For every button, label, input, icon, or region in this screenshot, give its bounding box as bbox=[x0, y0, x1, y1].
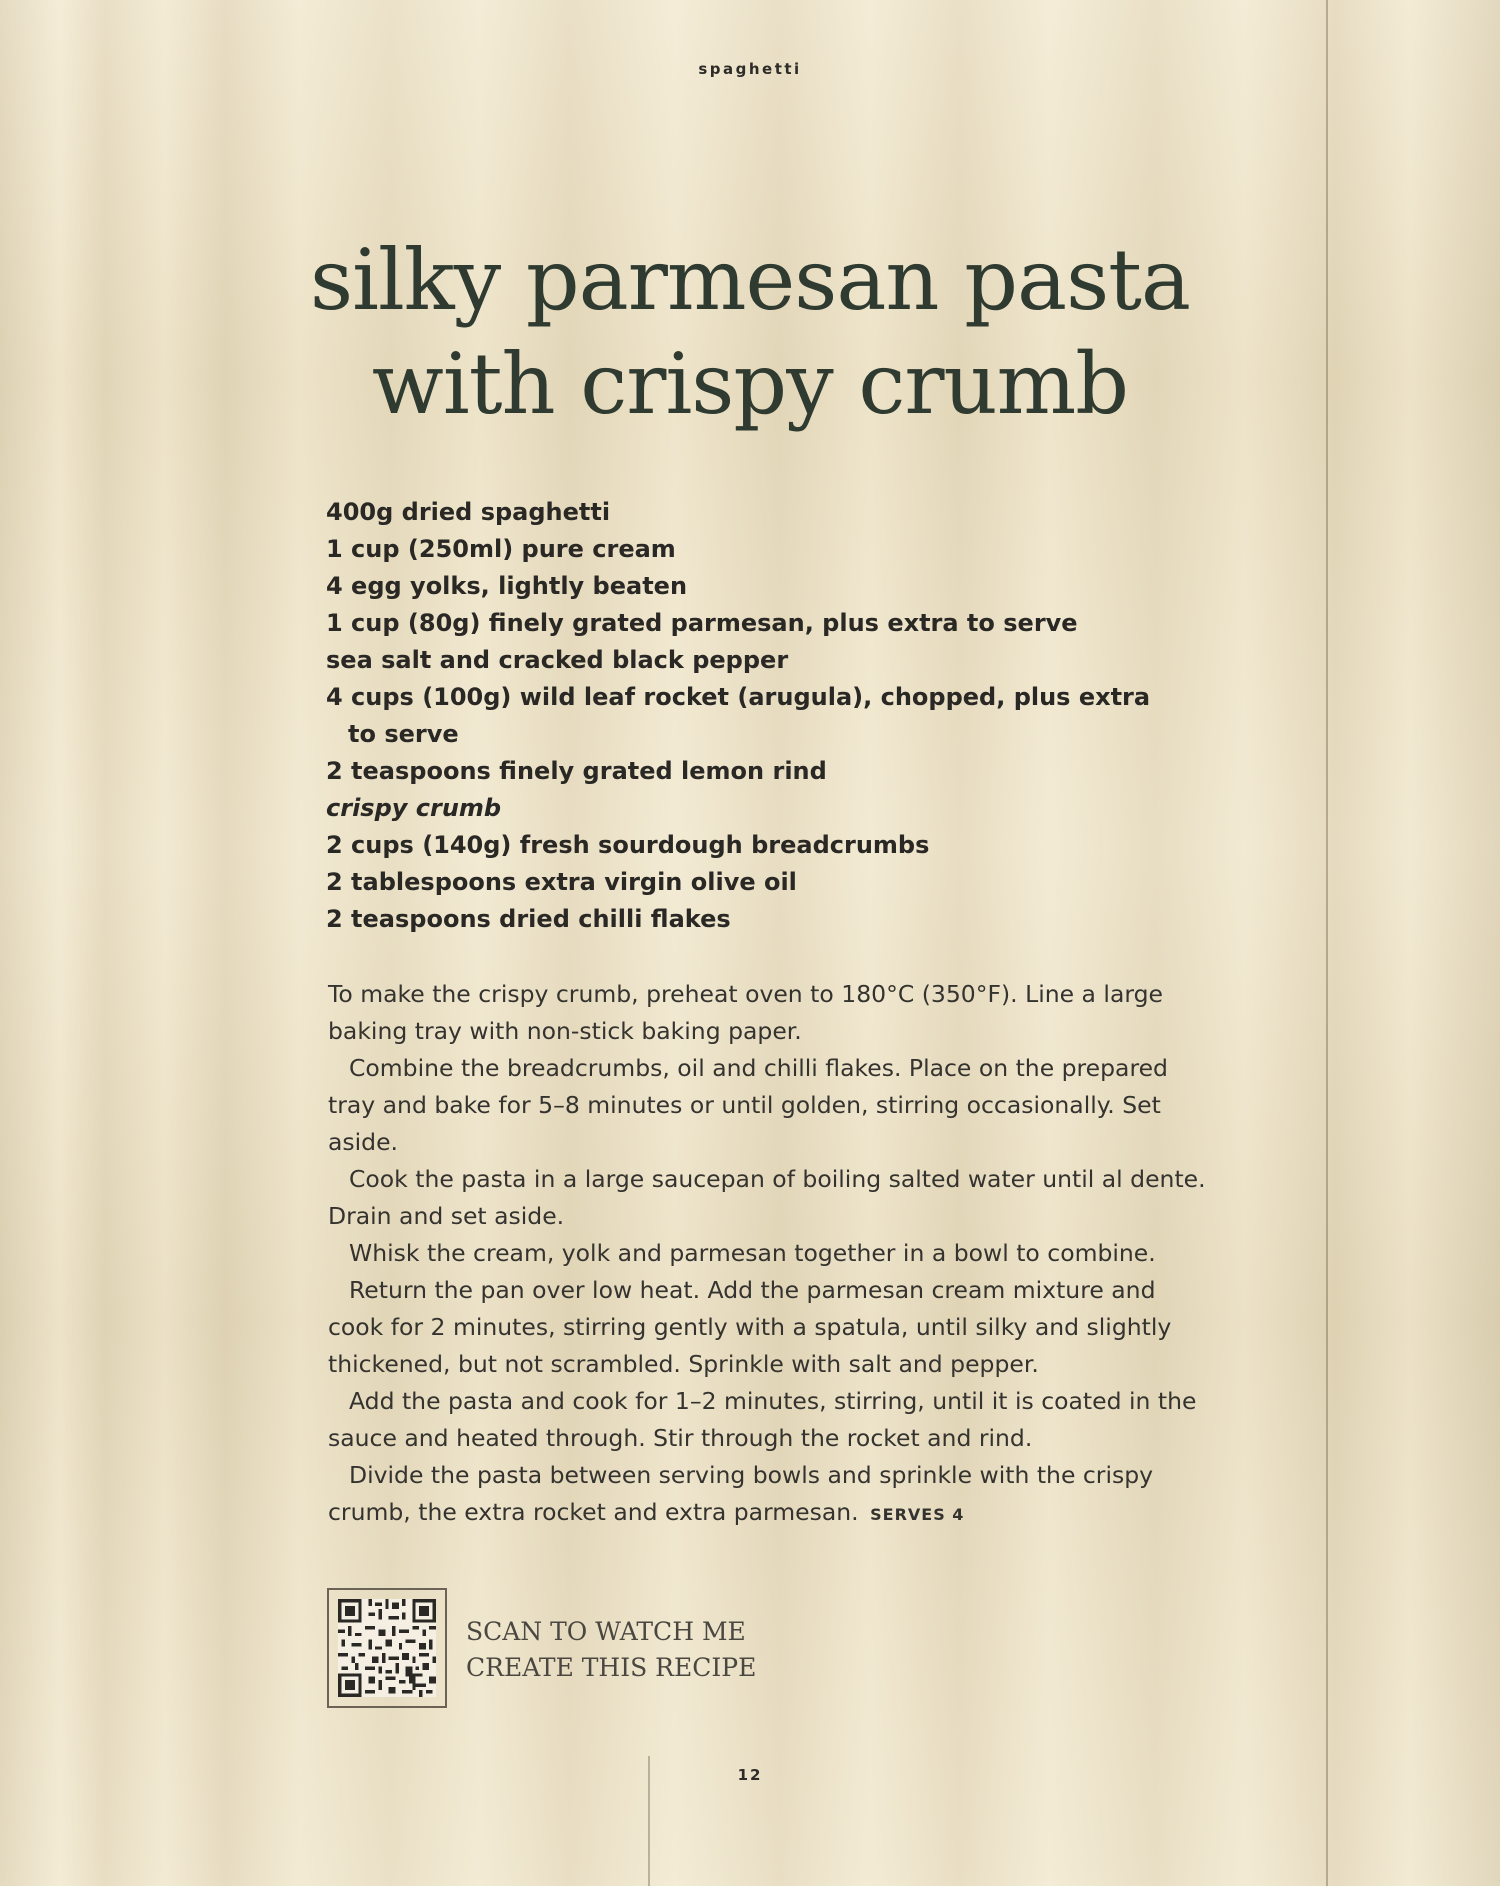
ingredient-item: 1 cup (80g) finely grated parmesan, plus extra to serve bbox=[326, 609, 1078, 637]
method-step: Return the pan over low heat. Add the parmesan cream mixture and cook for 2 minutes, stirring gently with a spatula, until silky and slightly thickened, but not scrambled. Sprinkle with salt and pepper. bbox=[328, 1276, 1172, 1378]
method-step-final bbox=[328, 1457, 1208, 1533]
ingredient-item: 400g dried spaghetti bbox=[326, 498, 611, 526]
ingredient-item: 1 cup (250ml) pure cream bbox=[326, 535, 676, 563]
ingredient-item-text: 4 cups (100g) wild leaf rocket (arugula), chopped, plus extra bbox=[326, 683, 1151, 711]
recipe-title-line1: silky parmesan pasta bbox=[309, 231, 1191, 329]
recipe-title bbox=[0, 228, 1500, 436]
method-step: Combine the breadcrumbs, oil and chilli flakes. Place on the prepared tray and bake for 5–8 minutes or until golden, stirring occasionally. Set aside. bbox=[328, 1054, 1168, 1156]
method-step: Whisk the cream, yolk and parmesan together in a bowl to combine. bbox=[349, 1239, 1156, 1267]
page-number: 12 bbox=[737, 1766, 763, 1784]
ingredient-item bbox=[326, 679, 1226, 753]
ingredient-item: 2 tablespoons extra virgin olive oil bbox=[326, 868, 797, 896]
ingredient-item: 2 teaspoons dried chilli flakes bbox=[326, 905, 731, 933]
qr-caption-line2: CREATE THIS RECIPE bbox=[466, 1653, 757, 1682]
ingredient-item-continuation: to serve bbox=[348, 720, 459, 748]
method-step: Add the pasta and cook for 1–2 minutes, stirring, until it is coated in the sauce and heated through. Stir through the rocket and rind. bbox=[328, 1387, 1197, 1452]
ingredient-subheading: crispy crumb bbox=[326, 794, 502, 822]
method-step: To make the crispy crumb, preheat oven to 180°C (350°F). Line a large baking tray with non-stick baking paper. bbox=[328, 980, 1163, 1045]
qr-caption-line1: SCAN TO WATCH ME bbox=[466, 1617, 746, 1646]
recipe-title-line2: with crispy crumb bbox=[371, 335, 1129, 433]
method-step-text: Divide the pasta between serving bowls and sprinkle with the crispy crumb, the extra rocket and extra parmesan. bbox=[328, 1461, 1154, 1526]
section-label: spaghetti bbox=[698, 60, 802, 78]
qr-code-icon bbox=[338, 1599, 436, 1697]
ingredient-item: 2 cups (140g) fresh sourdough breadcrumbs bbox=[326, 831, 930, 859]
ingredient-item: 2 teaspoons finely grated lemon rind bbox=[326, 757, 827, 785]
ingredient-item: 4 egg yolks, lightly beaten bbox=[326, 572, 688, 600]
qr-code-box[interactable] bbox=[327, 1588, 447, 1708]
ingredient-item: sea salt and cracked black pepper bbox=[326, 646, 789, 674]
method-section bbox=[328, 976, 1208, 1533]
method-step: Cook the pasta in a large saucepan of boiling salted water until al dente. Drain and set aside. bbox=[328, 1165, 1206, 1230]
qr-caption bbox=[466, 1614, 756, 1686]
ingredient-list bbox=[326, 494, 1226, 938]
serves-label: SERVES 4 bbox=[870, 1505, 965, 1524]
